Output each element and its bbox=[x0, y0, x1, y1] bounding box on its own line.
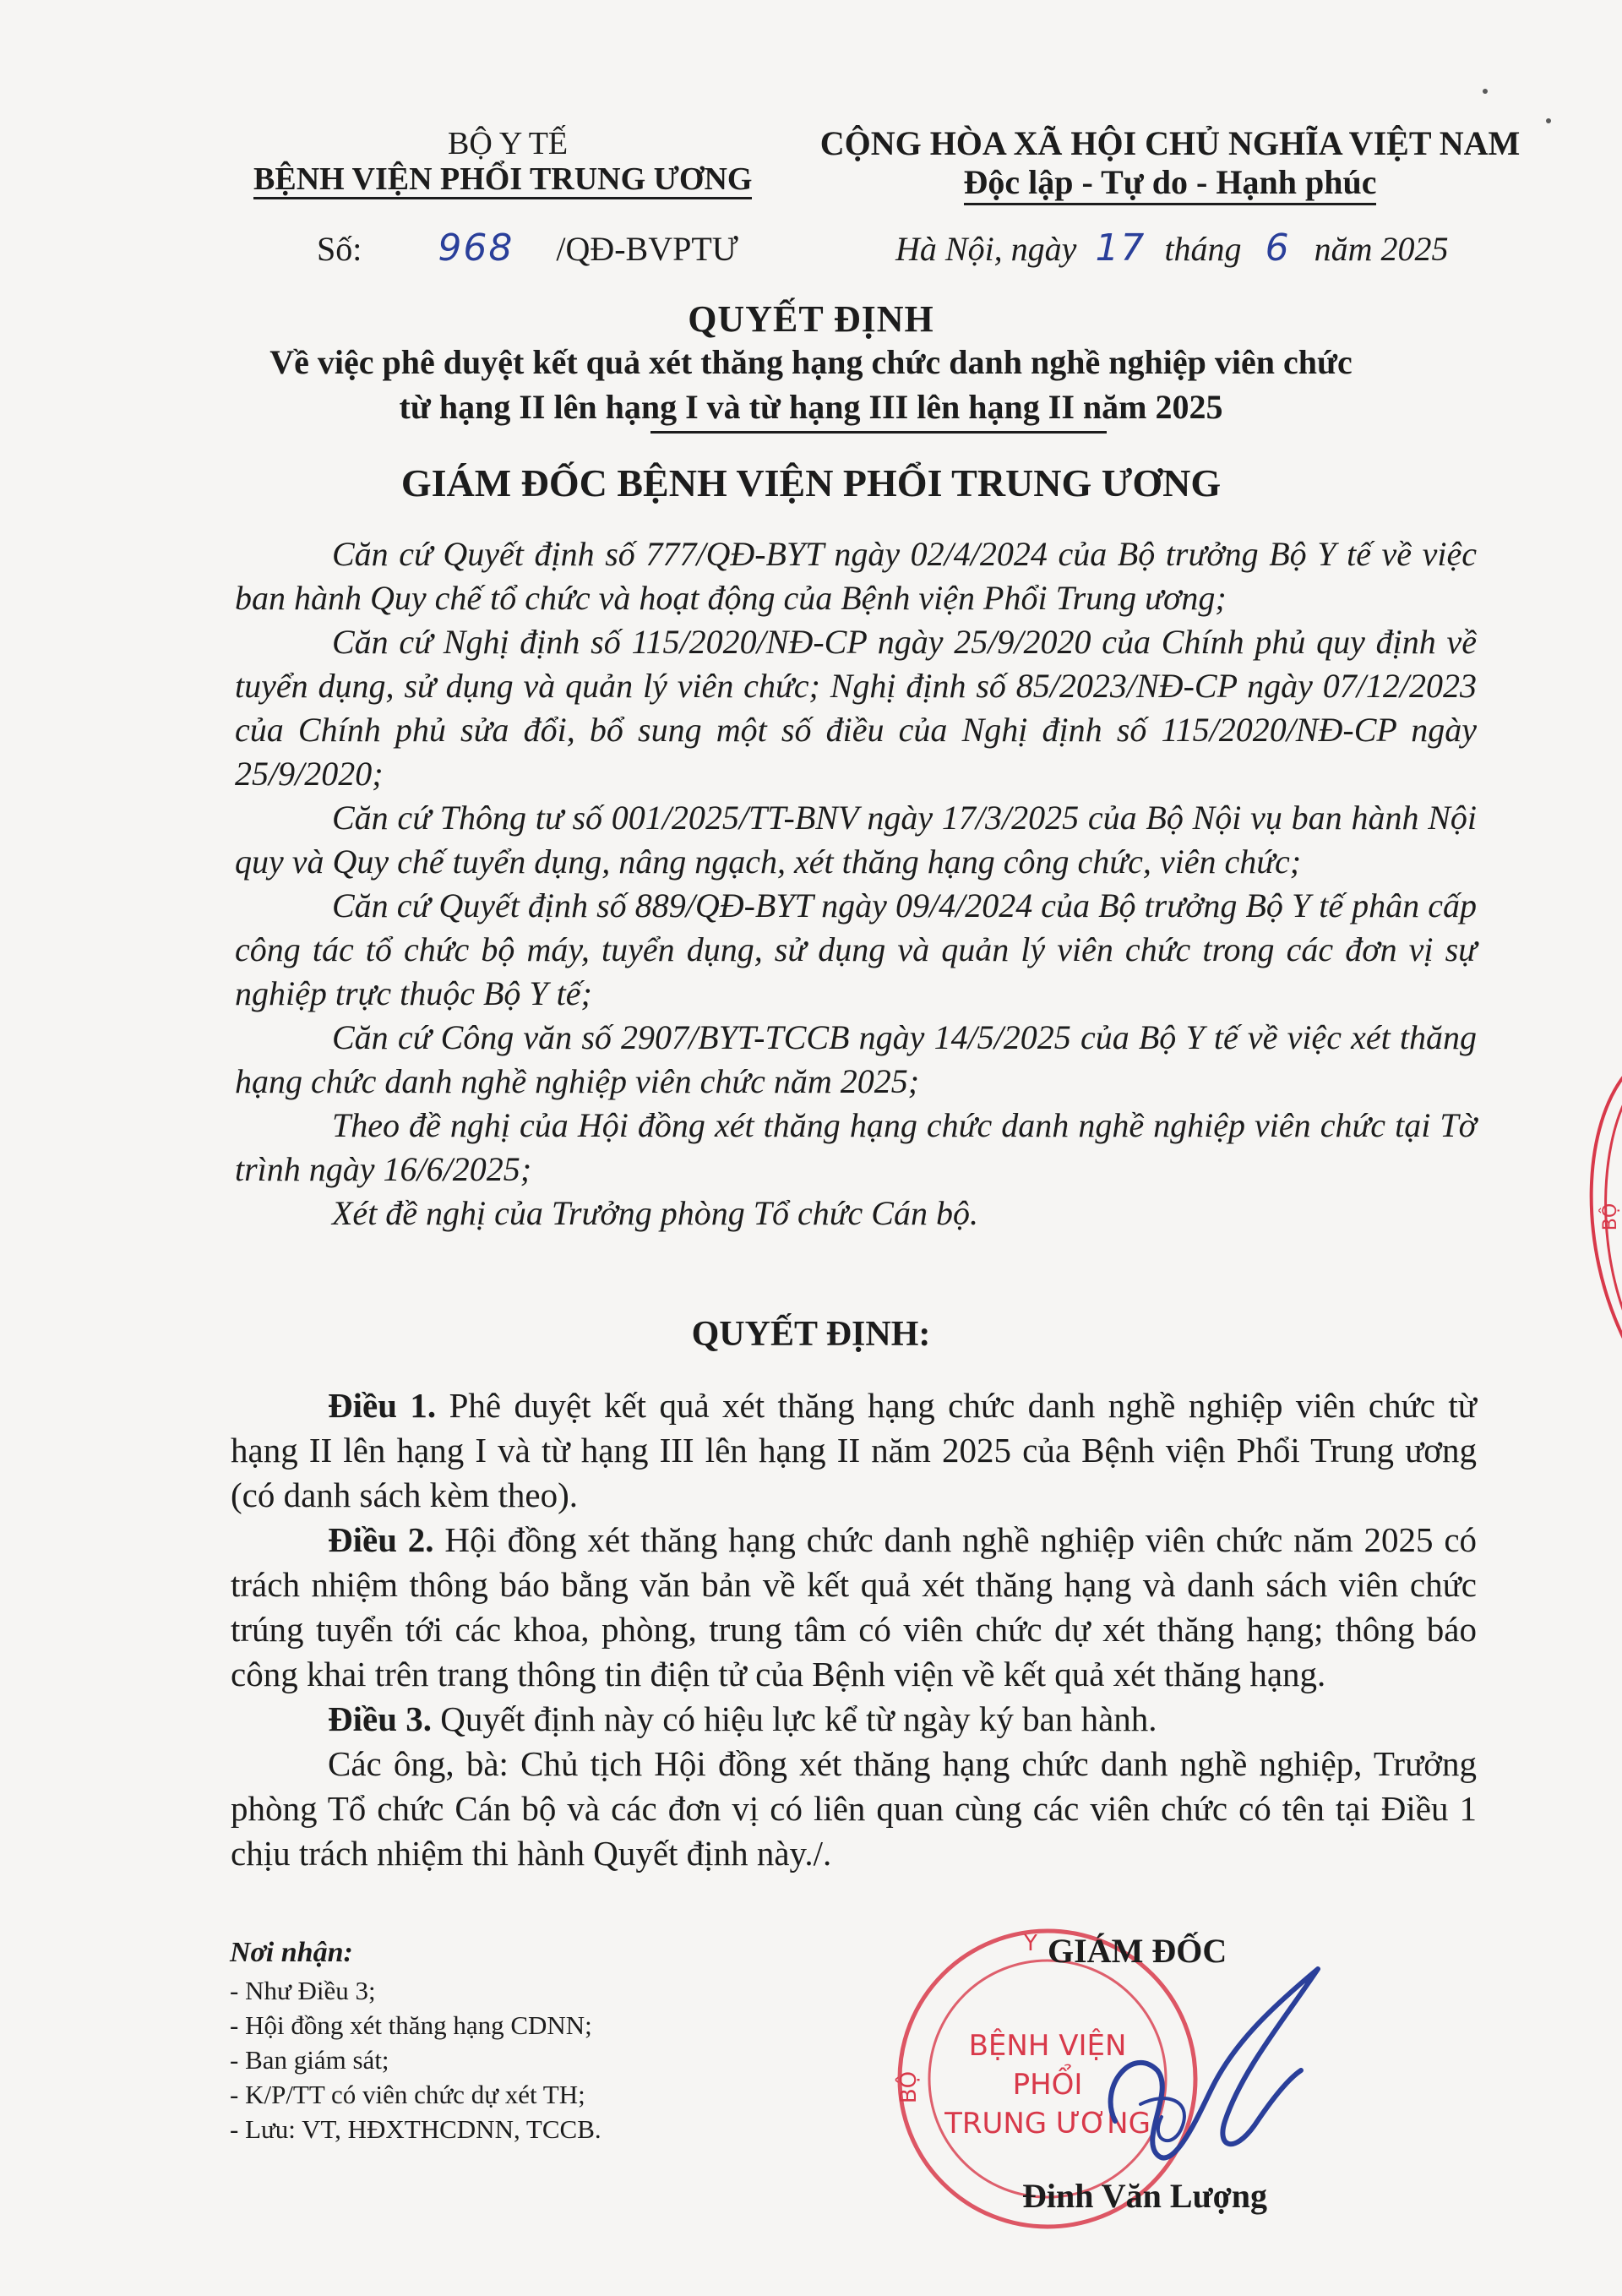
seal-line-1: BỆNH VIỆN bbox=[968, 2029, 1127, 2063]
seal-rim-left: BỘ bbox=[896, 2070, 922, 2104]
signer-title: GIÁM ĐỐC bbox=[1048, 1932, 1227, 1970]
decision-subject-line-2: từ hạng II lên hạng I và từ hạng III lên hạng II năm 2025 bbox=[399, 388, 1223, 426]
national-motto: Độc lập - Tự do - Hạnh phúc bbox=[811, 162, 1529, 202]
article-3: Điều 3. Quyết định này có hiệu lực kể từ ngày ký ban hành. bbox=[328, 1699, 1157, 1738]
scan-speck bbox=[1546, 118, 1551, 123]
closing-paragraph: Các ông, bà: Chủ tịch Hội đồng xét thăng hạng chức danh nghề nghiệp, Trưởng phòng Tổ chức Cán bộ và các đơn vị có liên quan cùng các viên chức có tên tại Điều 1 chịu trách nhiệm thi hành Quyết định này./. bbox=[231, 1744, 1477, 1873]
recipient-item: - Lưu: VT, HĐXTHCDNN, TCCB. bbox=[230, 2114, 601, 2144]
article-2: Điều 2. Hội đồng xét thăng hạng chức danh nghề nghiệp viên chức năm 2025 có trách nhiệm thông báo bằng văn bản về kết quả xét thăng hạng và danh sách viên chức trúng tuyển tới các khoa, phòng, trung tâm có viên chức dự xét thăng hạng; thông báo công khai trên trang thông tin điện tử của Bệnh viện về kết quả xét thăng hạng. bbox=[231, 1520, 1478, 1693]
country-name: CỘNG HÒA XÃ HỘI CHỦ NGHĨA VIỆT NAM bbox=[819, 124, 1521, 162]
handwritten-signature bbox=[1064, 1944, 1352, 2214]
seal-rim-top: Y bbox=[1024, 1931, 1037, 1956]
article-1: Điều 1. Phê duyệt kết quả xét thăng hạng chức danh nghề nghiệp viên chức từ hạng II lên hạng I và từ hạng III lên hạng II năm 2025 của Bệnh viện Phổi Trung ương (có danh sách kèm theo). bbox=[231, 1386, 1478, 1514]
basis-paragraph: Căn cứ Thông tư số 001/2025/TT-BNV ngày 17/3/2025 của Bộ Nội vụ ban hành Nội quy và Quy chế tuyển dụng, nâng ngạch, xét thăng hạng công chức, viên chức; bbox=[235, 799, 1477, 881]
hospital-name: BỆNH VIỆN PHỔI TRUNG ƯƠNG bbox=[253, 161, 777, 198]
decision-heading: QUYẾT ĐỊNH: bbox=[691, 1315, 931, 1354]
basis-paragraph: Theo đề nghị của Hội đồng xét thăng hạng chức danh nghề nghiệp viên chức tại Tờ trình ngày 16/6/2025; bbox=[235, 1106, 1477, 1188]
edge-seal-fragment bbox=[1567, 1073, 1622, 1344]
document-number: Số: 968 /QĐ-BVPTƯ bbox=[317, 226, 738, 270]
decision-title: QUYẾT ĐỊNH bbox=[688, 298, 934, 340]
recipients-list bbox=[230, 1935, 821, 2146]
basis-paragraph: Căn cứ Quyết định số 889/QĐ-BYT ngày 09/4/2024 của Bộ trưởng Bộ Y tế phân cấp công tác tổ chức bộ máy, tuyển dụng, sử dụng và quản lý viên chức trong các đơn vị sự nghiệp trực thuộc Bộ Y tế; bbox=[235, 886, 1477, 1012]
articles bbox=[231, 1383, 1477, 1876]
document-date: Hà Nội, ngày 17 tháng 6 năm 2025 bbox=[895, 226, 1449, 270]
handwritten-month: 6 bbox=[1265, 226, 1291, 270]
title-underline bbox=[650, 431, 1107, 434]
basis-paragraph: Căn cứ Nghị định số 115/2020/NĐ-CP ngày 25/9/2020 của Chính phủ quy định về tuyển dụng, sử dụng và quản lý viên chức; Nghị định số 85/2023/NĐ-CP ngày 07/12/2023 của Chính phủ sửa đổi, bổ sung một số điều của Nghị định số 115/2020/NĐ-CP ngày 25/9/2020; bbox=[235, 623, 1477, 793]
recipient-item: - Ban giám sát; bbox=[230, 2045, 389, 2075]
signer-name: Đinh Văn Lượng bbox=[1022, 2177, 1267, 2215]
authority-heading: GIÁM ĐỐC BỆNH VIỆN PHỔI TRUNG ƯƠNG bbox=[400, 461, 1222, 504]
basis-paragraph: Căn cứ Quyết định số 777/QĐ-BYT ngày 02/4/2024 của Bộ trưởng Bộ Y tế về việc ban hành Quy chế tổ chức và hoạt động của Bệnh viện Phổi Trung ương; bbox=[235, 535, 1477, 617]
recipients-heading: Nơi nhận: bbox=[230, 1937, 353, 1968]
decision-subject-line-1: Về việc phê duyệt kết quả xét thăng hạng chức danh nghề nghiệp viên chức bbox=[269, 343, 1353, 381]
scan-speck bbox=[1483, 89, 1488, 94]
basis-paragraph: Căn cứ Công văn số 2907/BYT-TCCB ngày 14/5/2025 của Bộ Y tế về việc xét thăng hạng chức danh nghề nghiệp viên chức năm 2025; bbox=[235, 1018, 1477, 1100]
seal-line-2: PHỔI bbox=[1012, 2068, 1083, 2102]
ministry-name: BỘ Y TẾ bbox=[448, 126, 569, 161]
legal-basis bbox=[235, 532, 1477, 1235]
handwritten-number: 968 bbox=[438, 226, 514, 270]
recipient-item: - Như Điều 3; bbox=[230, 1976, 376, 2005]
recipient-item: - Hội đồng xét thăng hạng CDNN; bbox=[230, 2010, 592, 2040]
handwritten-day: 17 bbox=[1095, 226, 1146, 270]
basis-paragraph: Xét đề nghị của Trưởng phòng Tổ chức Cán bộ. bbox=[332, 1194, 978, 1232]
seal-line-3: TRUNG ƯƠNG bbox=[944, 2107, 1151, 2141]
edge-seal-text: BỘ bbox=[1600, 1203, 1621, 1231]
recipient-item: - K/P/TT có viên chức dự xét TH; bbox=[230, 2080, 585, 2109]
